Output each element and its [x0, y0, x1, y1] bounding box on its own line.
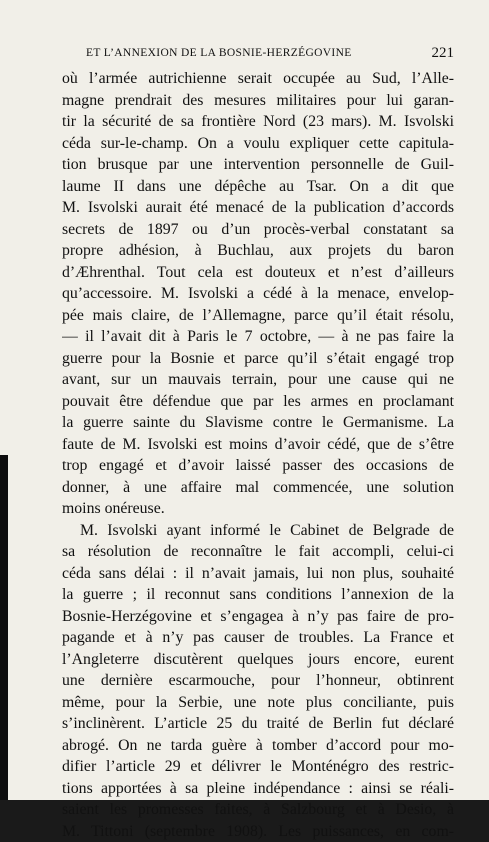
text-line: céda sans délai : il n’avait jamais, lui non plus, souhaité — [62, 563, 454, 585]
text-line: pagande et à n’y pas causer de troubles. La France et — [62, 627, 454, 649]
text-line: trop engagé et d’avoir laissé passer des occasions de — [62, 455, 454, 477]
text-line: qu’accessoire. M. Isvolski a cédé à la menace, envelop- — [62, 283, 454, 305]
text-line: d’Æhrenthal. Tout cela est douteux et n’est d’ailleurs — [62, 262, 454, 284]
text-line: magne prendrait des mesures militaires pour lui garan- — [62, 90, 454, 112]
text-line: tions apportées à sa pleine indépendance : ainsi se réali- — [62, 778, 454, 800]
running-title: ET L’ANNEXION DE LA BOSNIE-HERZÉGOVINE — [86, 47, 352, 59]
text-line: donner, à une affaire mal commencée, une solution — [62, 477, 454, 499]
text-line: avant, sur un mauvais terrain, pour une cause qui ne — [62, 369, 454, 391]
text-line: la guerre ; il reconnut sans conditions l’annexion de la — [62, 584, 454, 606]
text-line: faute de M. Isvolski est moins d’avoir cédé, que de s’être — [62, 434, 454, 456]
text-line: Bosnie-Herzégovine et s’engagea à n’y pas faire de pro- — [62, 606, 454, 628]
page-edge-shadow — [0, 455, 8, 800]
text-line: tion brusque par une intervention personnelle de Guil- — [62, 154, 454, 176]
text-line: la guerre sainte du Slavisme contre le Germanisme. La — [62, 412, 454, 434]
text-line: M. Isvolski ayant informé le Cabinet de Belgrade de — [62, 520, 454, 542]
text-line: — il l’avait dit à Paris le 7 octobre, — à ne pas faire la — [62, 326, 454, 348]
text-line: M. Tittoni (septembre 1908). Les puissances, en com- — [62, 821, 454, 842]
text-line: une dernière escarmouche, pour l’honneur, obtinrent — [62, 670, 454, 692]
running-header — [64, 40, 454, 64]
text-line: laume II dans une dépêche au Tsar. On a dit que — [62, 176, 454, 198]
page-number: 221 — [432, 45, 455, 62]
text-line: M. Isvolski aurait été menacé de la publication d’accords — [62, 197, 454, 219]
text-line: propre adhésion, à Buchlau, aux projets du baron — [62, 240, 454, 262]
text-line: s’inclinèrent. L’article 25 du traité de Berlin fut déclaré — [62, 713, 454, 735]
text-line: guerre pour la Bosnie et parce qu’il s’était engagé trop — [62, 348, 454, 370]
text-line: abrogé. On ne tarda guère à tomber d’accord pour mo- — [62, 735, 454, 757]
text-line: où l’armée autrichienne serait occupée au Sud, l’Alle- — [62, 68, 454, 90]
text-line: l’Angleterre discutèrent quelques jours encore, eurent — [62, 649, 454, 671]
text-line: difier l’article 29 et délivrer le Monténégro des restric- — [62, 756, 454, 778]
text-line: tir la sécurité de sa frontière Nord (23 mars). M. Isvolski — [62, 111, 454, 133]
text-line: moins onéreuse. — [62, 498, 454, 520]
text-line: pouvait être défendue que par les armes en proclamant — [62, 391, 454, 413]
text-line: saient les promesses faites, à Salzbourg et à Desio, à — [62, 799, 454, 821]
body-text — [62, 68, 454, 842]
text-line: secrets de 1897 ou d’un procès-verbal constatant sa — [62, 219, 454, 241]
text-line: céda sur-le-champ. On a voulu expliquer cette capitula- — [62, 133, 454, 155]
text-line: même, pour la Serbie, une note plus conciliante, puis — [62, 692, 454, 714]
text-line: pée mais claire, de l’Allemagne, parce qu’il était résolu, — [62, 305, 454, 327]
text-line: sa résolution de reconnaître le fait accompli, celui-ci — [62, 541, 454, 563]
